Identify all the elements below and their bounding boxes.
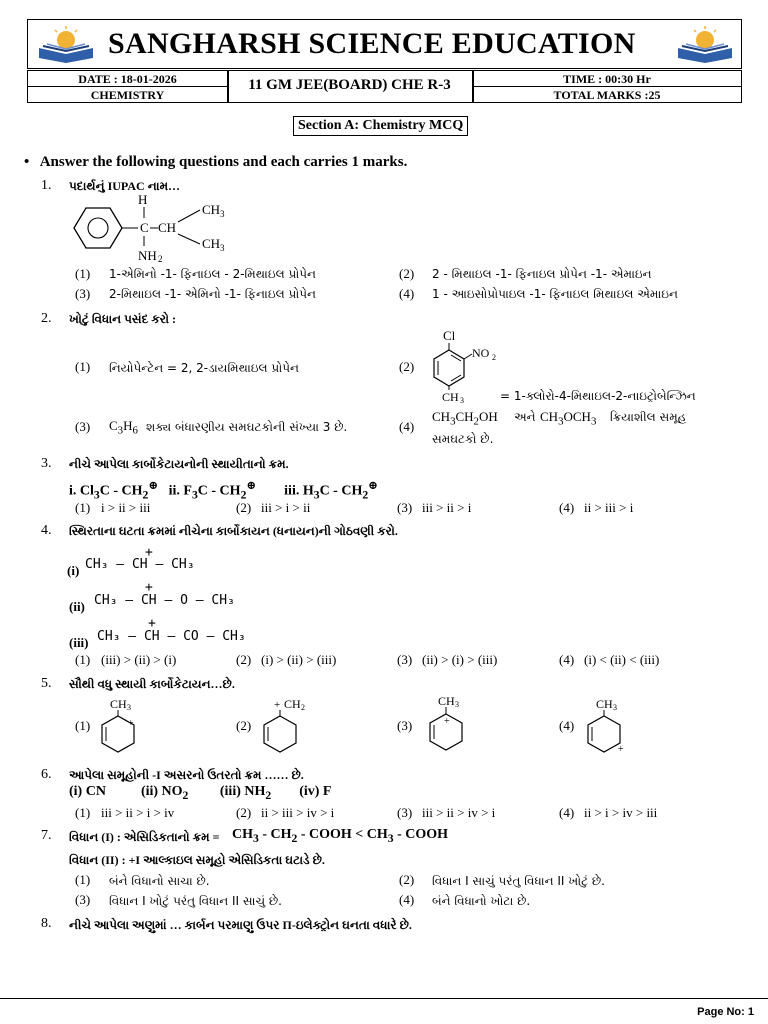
option-text: નિયોપેન્ટેન = 2, 2-ડાયમિથાઇલ પ્રોપેન xyxy=(109,361,299,375)
svg-text:H: H xyxy=(138,192,148,207)
question-text: આપેલા સમૂહોની -I અસરનો ઉતરતો ક્રમ …… છે. xyxy=(69,768,304,782)
option-text: બંને વિધાનો ખોટા છે. xyxy=(432,894,531,908)
option-text: 1 - આઇસોપ્રોપાઇલ -1- ફિનાઇલ મિથાઇલ એમાઇન xyxy=(432,287,678,301)
question-number: 3. xyxy=(41,456,52,471)
svg-text:3: 3 xyxy=(613,703,617,712)
option-text: (ii) > (i) > (iii) xyxy=(422,652,498,667)
option-number: (4) xyxy=(559,500,575,515)
option-text: iii > ii > iv > i xyxy=(422,805,496,820)
option-number: (1) xyxy=(75,718,91,733)
option-number: (1) xyxy=(75,805,91,820)
item-label: iii. xyxy=(284,483,300,499)
instruction: • Answer the following questions and each carries 1 marks. xyxy=(24,154,408,170)
option-text: ii > iii > i xyxy=(584,500,634,515)
option-number: (4) xyxy=(399,892,415,907)
question-text: સૌથી વધુ સ્થાયી કાર્બોકેટાયન…છે. xyxy=(69,677,235,691)
item-label: i. xyxy=(69,483,77,499)
option-number: (1) xyxy=(75,872,91,887)
svg-text:C: C xyxy=(140,220,149,235)
svg-text:3: 3 xyxy=(220,243,225,253)
total-marks: TOTAL MARKS :25 xyxy=(553,88,661,102)
svg-text:CH: CH xyxy=(110,697,127,711)
option-number: (2) xyxy=(399,359,415,374)
svg-text:CH: CH xyxy=(158,220,177,235)
option-text: 2 - મિથાઇલ -1- ફિનાઇલ પ્રોપેન -1- એમાઇન xyxy=(432,267,652,281)
option-text: iii > ii > i > iv xyxy=(101,805,175,820)
q3-carbocation-list: i. $Cl_3C - CH_2^\oplus$ ii. $F_3C - CH_2^\oplus$ iii. $H_3C - CH_2^\oplus$ xyxy=(69,479,378,502)
option-number: (3) xyxy=(75,892,91,907)
svg-text:NH: NH xyxy=(138,248,157,262)
option-number: (1) xyxy=(75,359,91,374)
q5-option1-structure xyxy=(96,694,146,762)
option-number: (3) xyxy=(397,500,413,515)
book-sun-logo-left xyxy=(35,24,97,64)
option-text: ii > iii > iv > i xyxy=(261,805,335,820)
svg-text:+: + xyxy=(274,699,281,711)
svg-text:2: 2 xyxy=(301,703,305,712)
exam-code: 11 GM JEE(BOARD) CHE R-3 xyxy=(248,77,451,93)
svg-text:CH: CH xyxy=(202,202,221,217)
svg-text:NO: NO xyxy=(472,346,490,360)
question-number: 2. xyxy=(41,311,52,326)
formula-c3h6: $C_3H_6$ xyxy=(109,418,138,437)
svg-text:3: 3 xyxy=(127,703,131,712)
svg-text:2: 2 xyxy=(492,353,496,362)
option-text: વિધાન I સાચું પરંતુ વિધાન II ખોટું છે. xyxy=(432,874,606,888)
q6-group-list: (i) CN (ii) $NO_2$ (iii) $NH_2$ (iv) F xyxy=(69,784,332,802)
option-number: (1) xyxy=(75,500,91,515)
svg-text:3: 3 xyxy=(460,396,464,404)
item-label: (i) xyxy=(67,563,80,578)
option-text: iii > ii > i xyxy=(422,500,472,515)
item-label: (iv) F xyxy=(299,784,332,799)
option-text: iii > i > ii xyxy=(261,500,311,515)
svg-text:3: 3 xyxy=(220,209,225,219)
plus-charge-icon: + xyxy=(145,545,153,560)
question-number: 5. xyxy=(41,676,52,691)
item-label: (i) CN xyxy=(69,784,106,799)
option-number: (3) xyxy=(397,718,413,733)
option-text: સમઘટકો છે. xyxy=(432,432,494,446)
option-number: (4) xyxy=(559,718,575,733)
option-text: (iii) > (ii) > (i) xyxy=(101,652,177,667)
exam-date: DATE : 18-01-2026 xyxy=(78,72,177,86)
svg-text:+: + xyxy=(444,716,450,727)
q5-option4-structure xyxy=(580,694,634,762)
option-number: (3) xyxy=(397,652,413,667)
formula: CH₃ – CH – O – CH₃ xyxy=(94,593,235,608)
option-number: (4) xyxy=(559,652,575,667)
option-text: (i) < (ii) < (iii) xyxy=(584,652,660,667)
option-text: વિધાન I ખોટું પરંતુ વિધાન II સાચું છે. xyxy=(109,894,283,908)
book-sun-logo-right xyxy=(674,24,736,64)
option-number: (4) xyxy=(559,805,575,820)
svg-text:+: + xyxy=(618,744,624,755)
svg-text:CH: CH xyxy=(438,694,455,708)
option-text: ii > i > iv > iii xyxy=(584,805,658,820)
statement-1-label: વિધાન (I) : એસિડિકતાનો ક્રમ = xyxy=(69,830,220,844)
question-text: નીચે આપેલા અણુમાં … કાર્બન પરમાણુ ઉપર Π-ઇલેક્ટ્રોન ઘનતા વધારે છે. xyxy=(69,918,412,932)
item-label: (ii) xyxy=(140,784,159,799)
option-text: ક્રિયાશીલ સમૂહ xyxy=(610,410,687,424)
exam-subject: CHEMISTRY xyxy=(90,88,165,102)
option-text: શક્ય બંધારણીય સમઘટકોની સંખ્યા 3 છે. xyxy=(146,420,348,434)
question-text: ખોટું વિધાન પસંદ કરો : xyxy=(69,312,177,326)
statement-2: વિધાન (II) : +I આલ્કાઇલ સમૂહો એસિડિકતા ઘટાડે છે. xyxy=(69,853,325,867)
option-number: (4) xyxy=(399,419,415,434)
page-number: Page No: 1 xyxy=(697,1006,754,1018)
instruction-text: Answer the following questions and each carries 1 marks. xyxy=(39,154,408,170)
q2-benzene-structure xyxy=(428,326,508,404)
svg-text:CH: CH xyxy=(284,697,301,711)
svg-text:2: 2 xyxy=(158,254,163,262)
item-label: (iii) xyxy=(219,784,241,799)
formula: CH₃ – CH – CO – CH₃ xyxy=(97,629,246,644)
question-number: 7. xyxy=(41,828,52,843)
question-number: 4. xyxy=(41,523,52,538)
statement-1-formula: $CH_3 - CH_2$ - COOH < $CH_3$ - COOH xyxy=(232,827,449,845)
option-text: 1-એમિનો -1- ફિનાઇલ - 2-મિથાઇલ પ્રોપેન xyxy=(109,267,316,281)
option-text: i > ii > iii xyxy=(101,500,151,515)
q1-structure-diagram xyxy=(66,192,236,262)
svg-text:CH: CH xyxy=(596,697,613,711)
question-text: સ્થિરતાના ઘટતા ક્રમમાં નીચેના કાર્બોકાયન (ધનાયન)ની ગોઠવણી કરો. xyxy=(69,524,398,538)
option-number: (4) xyxy=(399,286,415,301)
question-number: 6. xyxy=(41,767,52,782)
option-number: (3) xyxy=(75,419,91,434)
option-number: (3) xyxy=(75,286,91,301)
option-text: બંને વિધાનો સાચા છે. xyxy=(109,874,210,888)
item-label: (ii) xyxy=(69,599,85,614)
option-number: (1) xyxy=(75,652,91,667)
plus-charge-icon: + xyxy=(145,580,153,595)
formula: CH₃ – CH – CH₃ xyxy=(85,557,195,572)
option-number: (2) xyxy=(399,872,415,887)
institute-name: SANGHARSH SCIENCE EDUCATION xyxy=(108,27,636,60)
item-label: (iii) xyxy=(69,635,89,650)
question-number: 8. xyxy=(41,916,52,931)
svg-text:+: + xyxy=(128,718,134,729)
option-number: (2) xyxy=(236,718,252,733)
item-label: ii. xyxy=(168,483,180,499)
option-text: અને xyxy=(514,410,536,424)
exam-time: TIME : 00:30 Hr xyxy=(563,72,651,86)
svg-text:CH: CH xyxy=(202,236,221,251)
option-number: (2) xyxy=(399,266,415,281)
option-number: (2) xyxy=(236,652,252,667)
q5-option3-structure xyxy=(420,692,470,762)
plus-charge-icon: + xyxy=(148,616,156,631)
option-number: (1) xyxy=(75,266,91,281)
formula-dimethyl-ether: $CH_3OCH_3$ xyxy=(540,409,597,428)
question-text: પદાર્થનું IUPAC નામ… xyxy=(69,179,181,193)
question-number: 1. xyxy=(41,178,52,193)
footer-divider xyxy=(0,998,768,999)
svg-text:3: 3 xyxy=(455,700,459,709)
option-number: (2) xyxy=(236,500,252,515)
option-text: = 1-ક્લોરો-4-મિથાઇલ-2-નાઇટ્રોબેન્ઝિન xyxy=(500,389,696,403)
option-text: (i) > (ii) > (iii) xyxy=(261,652,337,667)
svg-text:CH: CH xyxy=(442,390,459,404)
question-text: નીચે આપેલા કાર્બોકેટાયનોની સ્થાયીતાનો ક્રમ. xyxy=(69,457,289,471)
q5-option2-structure xyxy=(258,694,318,762)
option-number: (2) xyxy=(236,805,252,820)
exam-info-row xyxy=(27,70,742,103)
formula-ethanol: $CH_3CH_2OH$ xyxy=(432,409,498,428)
option-text: 2-મિથાઇલ -1- એમિનો -1- ફિનાઇલ પ્રોપેન xyxy=(109,287,316,301)
svg-text:Cl: Cl xyxy=(443,328,456,343)
option-number: (3) xyxy=(397,805,413,820)
section-title: Section A: Chemistry MCQ xyxy=(293,116,468,136)
